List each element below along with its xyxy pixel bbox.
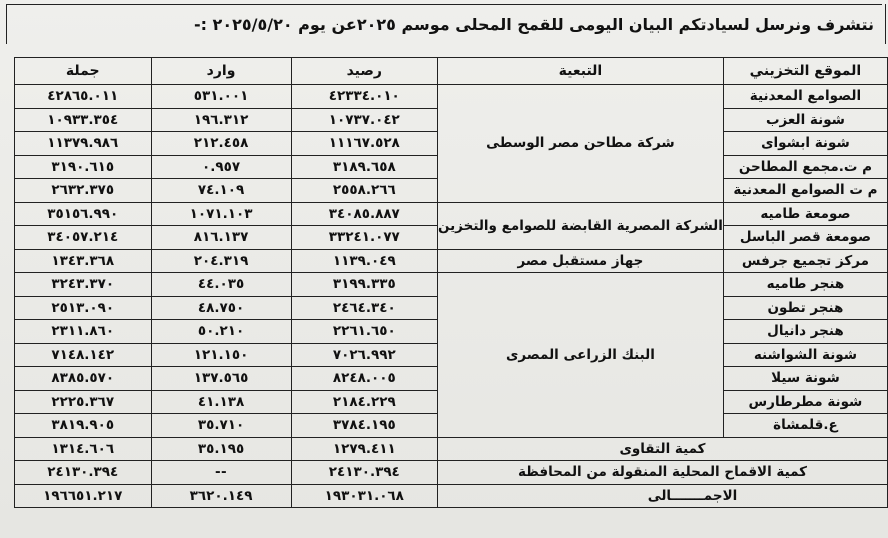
grand-total-row bbox=[15, 484, 888, 508]
affiliation-cell: شركة مطاحن مصر الوسطى bbox=[437, 85, 723, 203]
header-site: الموقع التخزيني bbox=[723, 58, 887, 85]
site-cell: صومعة قصر الباسل bbox=[723, 226, 887, 250]
incoming-cell: ١٣٧.٥٦٥ bbox=[151, 367, 291, 391]
seeds-label: كمية التقاوى bbox=[437, 437, 887, 461]
site-cell: ع.قلمشاة bbox=[723, 414, 887, 438]
balance-cell: ٧٠٢٦.٩٩٢ bbox=[291, 343, 437, 367]
balance-cell: ٣٤٠٨٥.٨٨٧ bbox=[291, 202, 437, 226]
total-cell: ٣٨١٩.٩٠٥ bbox=[15, 414, 152, 438]
site-cell: شونة الشواشنه bbox=[723, 343, 887, 367]
seeds-row bbox=[15, 437, 888, 461]
wheat-data-table bbox=[14, 57, 888, 508]
incoming-cell: ٨١٦.١٣٧ bbox=[151, 226, 291, 250]
total-cell: ١٣٤٣.٣٦٨ bbox=[15, 249, 152, 273]
incoming-cell: ٣٥.١٩٥ bbox=[151, 437, 291, 461]
total-cell: ١١٣٧٩.٩٨٦ bbox=[15, 132, 152, 156]
balance-cell: ١٩٣٠٣١.٠٦٨ bbox=[291, 484, 437, 508]
balance-cell: ٣١٨٩.٦٥٨ bbox=[291, 155, 437, 179]
incoming-cell: ١٩٦.٣١٢ bbox=[151, 108, 291, 132]
balance-cell: ١١٣٩.٠٤٩ bbox=[291, 249, 437, 273]
affiliation-cell: الشركة المصرية القابضة للصوامع والتخزين bbox=[437, 202, 723, 249]
incoming-cell: ٤٤.٠٣٥ bbox=[151, 273, 291, 297]
site-cell: شونة مطرطارس bbox=[723, 390, 887, 414]
incoming-cell: ١٢١.١٥٠ bbox=[151, 343, 291, 367]
balance-cell: ٢١٨٤.٢٢٩ bbox=[291, 390, 437, 414]
affiliation-cell: البنك الزراعى المصرى bbox=[437, 273, 723, 438]
site-cell: هنجر دانيال bbox=[723, 320, 887, 344]
total-cell: ٣٢٤٣.٣٧٠ bbox=[15, 273, 152, 297]
site-cell: هنجر تطون bbox=[723, 296, 887, 320]
header-row bbox=[15, 58, 888, 85]
intro-text: نتشرف ونرسل لسيادتكم البيان اليومى للقمح المحلى موسم ٢٠٢٥عن يوم ٢٠٢٥/٥/٢٠ :- bbox=[193, 15, 874, 34]
incoming-cell: ٧٤.١٠٩ bbox=[151, 179, 291, 203]
balance-cell: ٣٣٢٤١.٠٧٧ bbox=[291, 226, 437, 250]
total-cell: ٣١٩٠.٦١٥ bbox=[15, 155, 152, 179]
site-cell: الصوامع المعدنية bbox=[723, 85, 887, 109]
total-cell: ١٠٩٣٣.٣٥٤ bbox=[15, 108, 152, 132]
balance-cell: ٢٤١٣٠.٣٩٤ bbox=[291, 461, 437, 485]
transferred-label: كمية الاقماح المحلية المنقولة من المحافظة bbox=[437, 461, 887, 485]
total-cell: ٢٣١١.٨٦٠ bbox=[15, 320, 152, 344]
balance-cell: ٢٤٦٤.٣٤٠ bbox=[291, 296, 437, 320]
grand-total-label: الاجمـــــــالى bbox=[437, 484, 887, 508]
balance-cell: ٢٥٥٨.٢٦٦ bbox=[291, 179, 437, 203]
balance-cell: ٨٢٤٨.٠٠٥ bbox=[291, 367, 437, 391]
incoming-cell: ٤١.١٣٨ bbox=[151, 390, 291, 414]
total-cell: ٢٢٢٥.٣٦٧ bbox=[15, 390, 152, 414]
incoming-cell: ٥٠.٢١٠ bbox=[151, 320, 291, 344]
header-balance: رصيد bbox=[291, 58, 437, 85]
site-cell: م ت الصوامع المعدنية bbox=[723, 179, 887, 203]
incoming-cell: ١٠٧١.١٠٣ bbox=[151, 202, 291, 226]
incoming-cell: ٠.٩٥٧ bbox=[151, 155, 291, 179]
table-row bbox=[15, 202, 888, 226]
site-cell: شونة ابشواى bbox=[723, 132, 887, 156]
header-incoming: وارد bbox=[151, 58, 291, 85]
total-cell: ٣٤٠٥٧.٢١٤ bbox=[15, 226, 152, 250]
incoming-cell: ٥٣١.٠٠١ bbox=[151, 85, 291, 109]
table-row bbox=[15, 273, 888, 297]
total-cell: ٣٥١٥٦.٩٩٠ bbox=[15, 202, 152, 226]
balance-cell: ١١١٦٧.٥٢٨ bbox=[291, 132, 437, 156]
balance-cell: ٣٧٨٤.١٩٥ bbox=[291, 414, 437, 438]
total-cell: ٤٢٨٦٥.٠١١ bbox=[15, 85, 152, 109]
balance-cell: ٣١٩٩.٣٣٥ bbox=[291, 273, 437, 297]
right-border-line bbox=[885, 4, 886, 44]
site-cell: صومعة طاميه bbox=[723, 202, 887, 226]
incoming-cell: ٢١٢.٤٥٨ bbox=[151, 132, 291, 156]
site-cell: شونة سيلا bbox=[723, 367, 887, 391]
table-row bbox=[15, 249, 888, 273]
site-cell: شونة العزب bbox=[723, 108, 887, 132]
total-cell: ٢٥١٣.٠٩٠ bbox=[15, 296, 152, 320]
incoming-cell: ٣٦٢٠.١٤٩ bbox=[151, 484, 291, 508]
total-cell: ٧١٤٨.١٤٢ bbox=[15, 343, 152, 367]
balance-cell: ١٢٧٩.٤١١ bbox=[291, 437, 437, 461]
total-cell: ٢٦٣٢.٣٧٥ bbox=[15, 179, 152, 203]
balance-cell: ٢٢٦١.٦٥٠ bbox=[291, 320, 437, 344]
total-cell: ١٣١٤.٦٠٦ bbox=[15, 437, 152, 461]
incoming-cell: -- bbox=[151, 461, 291, 485]
total-cell: ١٩٦٦٥١.٢١٧ bbox=[15, 484, 152, 508]
header-affiliation: التبعية bbox=[437, 58, 723, 85]
header-total: جملة bbox=[15, 58, 152, 85]
incoming-cell: ٤٨.٧٥٠ bbox=[151, 296, 291, 320]
total-cell: ٢٤١٣٠.٣٩٤ bbox=[15, 461, 152, 485]
site-cell: مركز تجميع جرفس bbox=[723, 249, 887, 273]
affiliation-cell: جهاز مستقبل مصر bbox=[437, 249, 723, 273]
incoming-cell: ٣٥.٧١٠ bbox=[151, 414, 291, 438]
incoming-cell: ٢٠٤.٣١٩ bbox=[151, 249, 291, 273]
left-border-line bbox=[6, 4, 7, 44]
top-border-line bbox=[6, 4, 882, 5]
site-cell: م ت.مجمع المطاحن bbox=[723, 155, 887, 179]
balance-cell: ٤٢٣٣٤.٠١٠ bbox=[291, 85, 437, 109]
transferred-row bbox=[15, 461, 888, 485]
table-row bbox=[15, 85, 888, 109]
total-cell: ٨٣٨٥.٥٧٠ bbox=[15, 367, 152, 391]
site-cell: هنجر طاميه bbox=[723, 273, 887, 297]
balance-cell: ١٠٧٣٧.٠٤٢ bbox=[291, 108, 437, 132]
